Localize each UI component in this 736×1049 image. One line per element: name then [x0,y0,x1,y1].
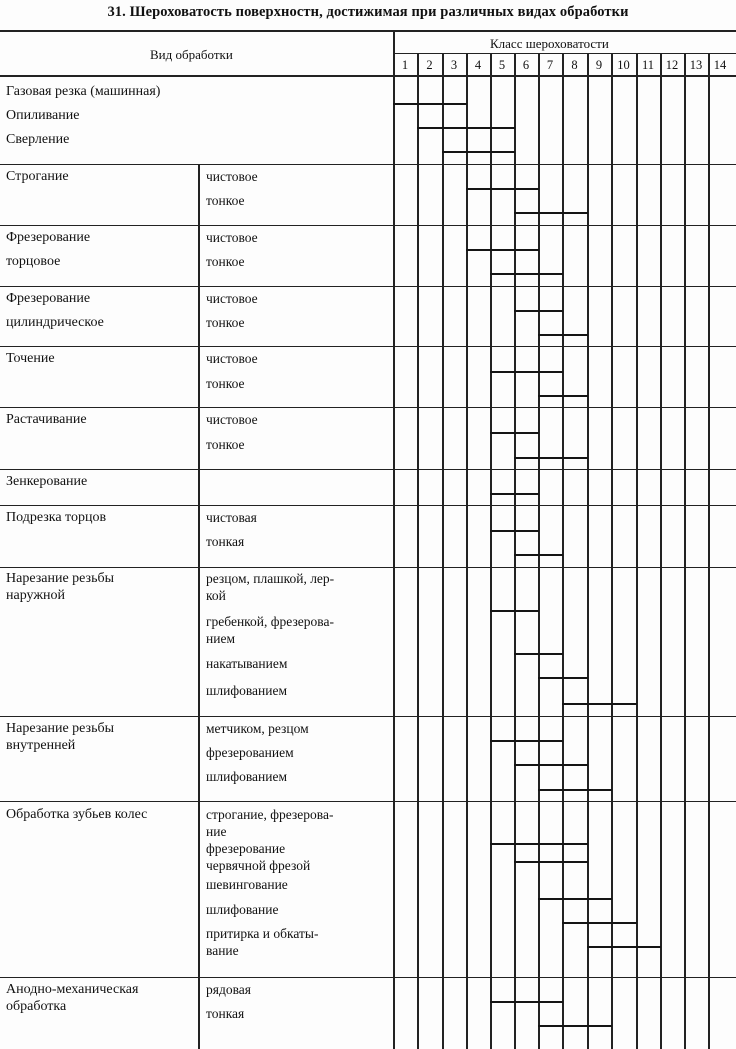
roughness-range-line [490,273,563,275]
process-name: Зенкерование [6,474,88,489]
section-divider [0,225,736,226]
process-name: Опиливание [6,108,80,123]
subtype-label: строгание, фрезерова- [206,807,334,822]
table-title: 31. Шероховатость поверхностн, достижимая при различных видах обработки [107,4,629,20]
roughness-range-line [490,530,539,532]
class-column-divider [562,53,564,1049]
class-column-divider [538,53,540,1049]
class-column-divider [417,53,419,1049]
class-column-divider [636,53,638,1049]
process-name: Растачивание [6,412,87,427]
subtype-label: тонкое [206,315,245,330]
class-column-divider [660,53,662,1049]
roughness-range-line [538,395,588,397]
section-divider [0,469,736,470]
section-divider [0,801,736,802]
subtype-label: кой [206,588,226,603]
class-column-divider [684,53,686,1049]
process-name: торцовое [6,254,61,269]
process-name: Фрезерование [6,291,91,306]
process-name: Обработка зубьев колес [6,807,148,822]
class-number-13: 13 [689,58,703,72]
class-number-10: 10 [617,58,630,72]
section-divider [0,407,736,408]
subtype-label: нием [206,631,235,646]
process-name: Сверление [6,132,70,147]
subtype-label: резцом, плашкой, лер- [206,571,335,586]
subtype-label: гребенкой, фрезерова- [206,614,334,629]
subtype-label: шлифованием [206,683,288,698]
class-number-4: 4 [474,58,482,72]
process-name: Анодно-механическая [6,982,139,997]
subtype-label: чистовое [206,412,258,427]
subtype-label: метчиком, резцом [206,721,309,736]
section-divider [0,567,736,568]
roughness-range-line [514,310,563,312]
subtype-column-divider [198,164,200,1049]
roughness-range-line [538,334,588,336]
roughness-range-line [417,127,515,129]
class-number-9: 9 [595,58,603,72]
subtype-label: шевингование [206,877,288,892]
process-name: Нарезание резьбы [6,571,114,586]
class-number-8: 8 [571,58,578,72]
roughness-range-line [514,653,563,655]
subtype-label: накатыванием [206,656,288,671]
class-number-7: 7 [546,58,554,72]
class-number-3: 3 [450,58,458,72]
section-divider [0,505,736,506]
roughness-range-line [562,703,637,705]
roughness-range-line [490,843,588,845]
subtype-label: притирка и обкаты- [206,926,319,941]
subtype-label: тонкая [206,534,245,549]
subtype-label: шлифование [206,902,279,917]
subtype-label: шлифованием [206,769,288,784]
roughness-range-line [490,610,539,612]
roughness-range-line [538,1025,612,1027]
subtype-label: тонкое [206,254,245,269]
subtype-label: тонкое [206,437,245,452]
subtype-label: рядовая [206,982,251,997]
roughness-range-line [490,432,539,434]
class-column-divider [611,53,613,1049]
class-number-2: 2 [426,58,433,72]
section-divider [0,164,736,165]
class-column-header: Класс шероховатости [490,36,609,51]
table-top-rule [0,30,736,32]
class-number-14: 14 [713,58,727,72]
subtype-label: тонкое [206,376,245,391]
subtype-label: тонкое [206,193,245,208]
roughness-range-line [490,1001,563,1003]
process-name: Строгание [6,169,69,184]
roughness-range-line [562,922,637,924]
roughness-range-line [514,212,588,214]
roughness-range-line [442,151,515,153]
roughness-range-line [490,740,563,742]
process-name: внутренней [6,738,76,753]
roughness-range-line [490,371,563,373]
subtype-label: червячной фрезой [206,858,311,873]
subtype-label: чистовое [206,169,258,184]
class-column-divider [587,53,589,1049]
roughness-range-line [514,861,588,863]
class-number-12: 12 [665,58,679,72]
roughness-range-line [514,554,563,556]
process-name: Подрезка торцов [6,510,107,525]
roughness-range-line [490,493,539,495]
class-column-divider [490,53,492,1049]
section-divider [0,346,736,347]
process-name: цилиндрическое [6,315,104,330]
process-name: Нарезание резьбы [6,721,114,736]
roughness-range-line [466,188,539,190]
roughness-range-line [466,249,539,251]
subtype-label: чистовое [206,351,258,366]
roughness-range-line [538,789,612,791]
subtype-label: чистовое [206,230,258,245]
subtype-label: фрезерование [206,841,286,856]
roughness-range-line [587,946,661,948]
subtype-label: чистовое [206,291,258,306]
class-column-divider [393,30,395,1049]
section-divider [0,716,736,717]
subtype-label: ние [206,824,227,839]
subtype-label: фрезерованием [206,745,294,760]
subtype-label: тонкая [206,1006,245,1021]
process-name: обработка [6,999,67,1014]
roughness-range-line [514,457,588,459]
class-number-6: 6 [522,58,530,72]
subtype-label: чистовая [206,510,257,525]
class-number-1: 1 [401,58,409,72]
process-name: Фрезерование [6,230,91,245]
process-name: наружной [6,588,65,603]
roughness-range-line [538,898,612,900]
roughness-range-line [514,764,588,766]
roughness-range-line [393,103,467,105]
section-divider [0,977,736,978]
subtype-label: вание [206,943,239,958]
process-name: Газовая резка (машинная) [6,84,161,99]
process-name: Точение [6,351,55,366]
class-number-5: 5 [498,58,506,72]
class-column-divider [514,53,516,1049]
section-divider [0,286,736,287]
class-column-divider [466,53,468,1049]
class-column-divider [708,53,710,1049]
header-bottom-rule [0,75,736,77]
roughness-range-line [538,677,588,679]
class-column-divider [442,53,444,1049]
class-number-11: 11 [641,58,655,72]
process-column-header: Вид обработки [150,47,233,62]
